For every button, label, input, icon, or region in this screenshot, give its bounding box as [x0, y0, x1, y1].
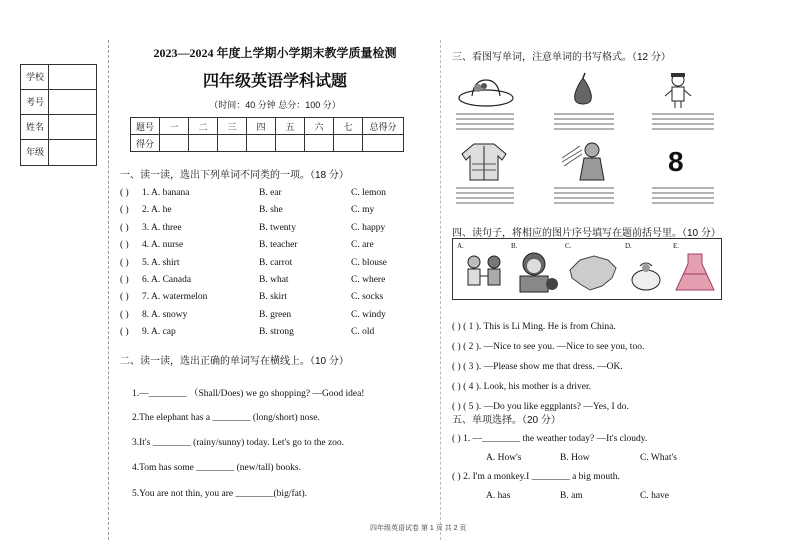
answer-paren[interactable]: ( )	[452, 402, 461, 412]
option-b: B. teacher	[259, 240, 298, 251]
score-cell[interactable]	[276, 135, 305, 152]
section1-title: 一、读一读，选出下列单词不同类的一项。（18 分）	[120, 170, 349, 181]
student-info-box	[20, 64, 97, 166]
option-c: C. old	[351, 327, 375, 338]
answer-paren[interactable]: ( )	[120, 205, 129, 216]
question-row	[120, 223, 440, 240]
choice-opt: A. has	[486, 491, 511, 501]
option-a: 6. A. Canada	[142, 274, 192, 285]
option-c: C. where	[351, 274, 386, 285]
driver-picture	[660, 70, 696, 110]
match-row	[452, 362, 752, 382]
number-eight-picture: 8	[668, 146, 684, 177]
option-c: C. happy	[351, 222, 386, 233]
page-footer: 四年级英语试卷 第 1 页 共 2 页	[370, 525, 467, 532]
question-row	[120, 292, 440, 309]
china-map-picture	[566, 252, 620, 294]
question-row	[120, 258, 440, 275]
exam-subtitle: 四年级英语学科试题	[202, 73, 347, 90]
score-header-cell: 六	[305, 118, 334, 135]
info-row-school[interactable]	[21, 65, 96, 90]
answer-paren[interactable]: ( )	[452, 342, 461, 352]
question-row	[120, 188, 440, 205]
answer-paren[interactable]: ( )	[120, 274, 129, 285]
score-header-cell: 四	[247, 118, 276, 135]
choice-opt: B. How	[560, 453, 590, 463]
option-c: C. are	[351, 240, 374, 251]
match-sentence: ( 4 ). Look, his mother is a driver.	[463, 382, 592, 392]
choice-opt: B. am	[560, 491, 583, 501]
choice-opt: C. have	[640, 491, 670, 501]
option-c: C. blouse	[351, 257, 387, 268]
option-b: B. green	[259, 309, 292, 320]
answer-paren[interactable]: ( )	[120, 309, 129, 320]
choice-q2	[452, 472, 620, 482]
option-b: B. skirt	[259, 292, 287, 303]
score-table	[130, 117, 404, 152]
info-row-name[interactable]	[21, 115, 96, 140]
farmer-picture	[560, 138, 612, 182]
sweater-picture	[458, 140, 510, 182]
option-a: 5. A. shirt	[142, 257, 180, 268]
greeting-kids-picture	[460, 252, 508, 296]
info-label: 姓名	[26, 115, 49, 140]
option-b: B. strong	[259, 327, 294, 338]
option-b: B. ear	[259, 188, 282, 198]
fill-item[interactable]: 1.—________ （Shall/Does) we go shopping? —Good idea!	[132, 389, 365, 399]
option-a: 8. A. snowy	[142, 309, 188, 320]
option-a: 9. A. cap	[142, 327, 176, 338]
answer-paren[interactable]: ( )	[452, 382, 461, 392]
choice-opt: C. What's	[640, 453, 677, 463]
score-cell[interactable]	[218, 135, 247, 152]
question-row	[120, 205, 440, 222]
answer-paren[interactable]: ( )	[452, 434, 461, 444]
score-cell[interactable]	[305, 135, 334, 152]
answer-paren[interactable]: ( )	[452, 322, 461, 332]
option-a: 4. A. nurse	[142, 240, 184, 251]
score-cell[interactable]	[189, 135, 218, 152]
section2-title: 二、读一读，选出正确的单词写在横线上。（10 分）	[120, 356, 349, 367]
eggplant-picture	[626, 254, 666, 294]
option-a: 2. A. he	[142, 205, 172, 216]
answer-paren[interactable]: ( )	[120, 257, 129, 268]
fill-item[interactable]: 3.It's ________ (rainy/sunny) today. Let's go to the zoo.	[132, 438, 345, 448]
answer-paren[interactable]: ( )	[120, 188, 129, 198]
option-a: 7. A. watermelon	[142, 292, 208, 303]
option-c: C. my	[351, 205, 375, 216]
answer-paren[interactable]: ( )	[120, 222, 129, 233]
match-sentence: ( 1 ). This is Li Ming. He is from China.	[463, 322, 616, 332]
option-a: 1. A. banana	[142, 188, 190, 198]
answer-paren[interactable]: ( )	[452, 472, 461, 482]
score-cell[interactable]	[334, 135, 363, 152]
option-b: B. twenty	[259, 222, 296, 233]
match-sentence: ( 5 ). —Do you like eggplants? —Yes, I do.	[463, 402, 629, 412]
question-text: 2. I'm a monkey.I ________ a big mouth.	[463, 472, 620, 482]
answer-paren[interactable]: ( )	[120, 327, 129, 338]
pic-label-e: E.	[673, 242, 680, 250]
option-b: B. what	[259, 274, 289, 285]
section3-title: 三、看图写单词，注意单词的书写格式。（12 分）	[452, 52, 671, 63]
question-row	[120, 310, 440, 327]
score-header-cell: 题号	[131, 118, 160, 135]
match-row	[452, 342, 752, 362]
fill-item[interactable]: 2.The elephant has a ________ (long/short) nose.	[132, 413, 320, 423]
match-sentence: ( 3 ). —Please show me that dress. —OK.	[463, 362, 623, 372]
question-row	[120, 327, 440, 344]
score-header-cell: 三	[218, 118, 247, 135]
answer-paren[interactable]: ( )	[120, 240, 129, 251]
option-b: B. she	[259, 205, 283, 216]
pic-label-b: B.	[511, 242, 518, 250]
match-row	[452, 382, 752, 402]
option-c: C. windy	[351, 309, 386, 320]
score-cell[interactable]	[363, 135, 404, 152]
question-row	[120, 275, 440, 292]
fill-item[interactable]: 5.You are not thin, you are ________(big/fat).	[132, 489, 308, 499]
hat-picture	[456, 72, 516, 110]
option-a: 3. A. three	[142, 222, 182, 233]
score-header-cell: 五	[276, 118, 305, 135]
pic-label-d: D.	[625, 242, 632, 250]
option-c: C. socks	[351, 292, 384, 303]
option-c: C. lemon	[351, 188, 386, 198]
pic-label-c: C.	[565, 242, 572, 250]
writing-lines-row2[interactable]	[452, 186, 722, 208]
score-header-cell: 总得分	[363, 118, 404, 135]
score-cell[interactable]	[247, 135, 276, 152]
mother-driver-picture	[512, 250, 562, 296]
choice-q1	[452, 434, 647, 444]
score-header-cell: 一	[160, 118, 189, 135]
column-divider	[440, 40, 441, 540]
section1-questions	[120, 188, 440, 345]
question-text: 1. —________ the weather today? —It's cloudy.	[463, 434, 648, 444]
info-row-exam-no[interactable]	[21, 90, 96, 115]
question-row	[120, 240, 440, 257]
fill-item[interactable]: 4.Tom has some ________ (new/tall) books.	[132, 463, 301, 473]
choice-opt: A. How's	[486, 453, 522, 463]
pear-picture	[565, 72, 601, 106]
answer-paren[interactable]: ( )	[452, 362, 461, 372]
binding-line	[108, 40, 109, 540]
score-header-cell: 二	[189, 118, 218, 135]
option-b: B. carrot	[259, 257, 293, 268]
exam-meta: （时间：40 分钟 总分：100 分）	[209, 100, 341, 110]
section5-title: 五、单项选择。（20 分）	[452, 415, 561, 426]
match-sentence: ( 2 ). —Nice to see you. —Nice to see you, too.	[463, 342, 645, 352]
score-row-label: 得分	[131, 135, 160, 152]
score-value-row	[131, 135, 404, 152]
info-label: 年级	[26, 140, 49, 165]
score-cell[interactable]	[160, 135, 189, 152]
score-header-row	[131, 118, 404, 135]
score-header-cell: 七	[334, 118, 363, 135]
info-label: 学校	[26, 65, 49, 90]
exam-title: 2023—2024 年度上学期小学期末教学质量检测	[153, 46, 397, 60]
writing-lines-row1[interactable]	[452, 112, 722, 134]
answer-paren[interactable]: ( )	[120, 292, 129, 303]
info-row-grade[interactable]	[21, 140, 96, 165]
section4-items	[452, 322, 752, 422]
pic-label-a: A.	[457, 242, 464, 250]
match-row	[452, 322, 752, 342]
section4-title: 四、读句子，将相应的图片序号填写在题前括号里。（10 分）	[452, 228, 721, 239]
dress-picture	[672, 250, 718, 296]
info-label: 考号	[26, 90, 49, 115]
